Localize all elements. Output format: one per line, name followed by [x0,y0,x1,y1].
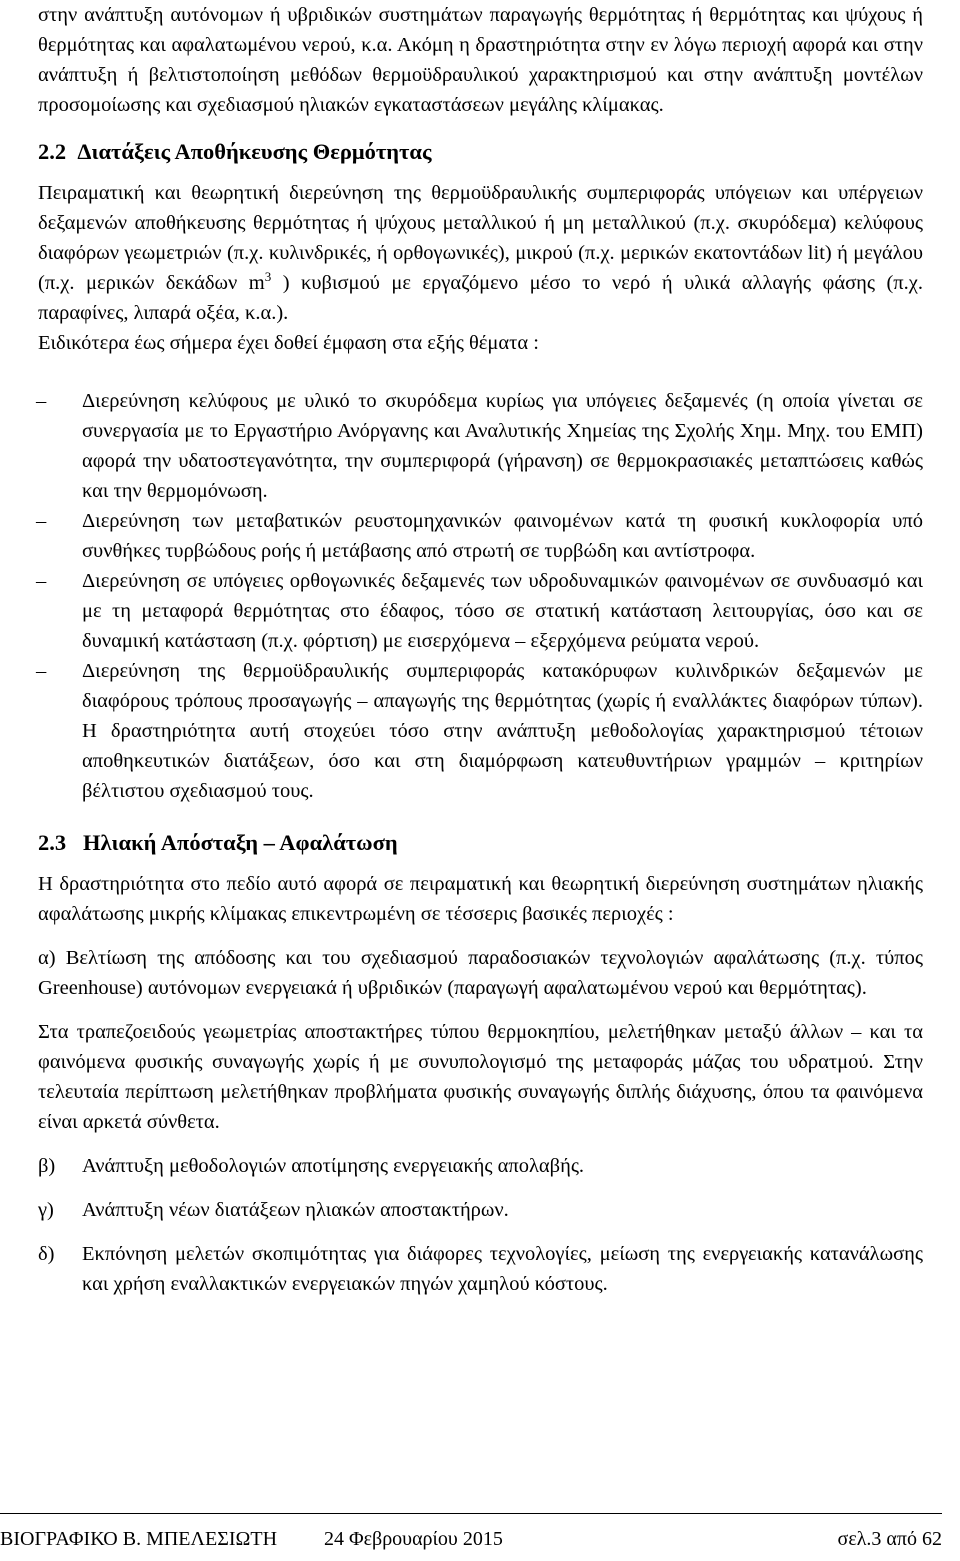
list-item-text: Διερεύνηση των μεταβατικών ρευστομηχανικών φαινομένων κατά τη φυσική κυκλοφορία υπό συνθήκες τυρβώδους ροής ή μετάβασης από στρωτή σε τυρβώδη και αντίστροφα. [82,510,923,562]
footer-page-number: σελ.3 από 62 [837,1528,942,1550]
document-page [38,0,923,1299]
list-item [38,506,923,566]
dash-marker: – [36,570,47,592]
item-a-text: Βελτίωση της απόδοσης και του σχεδιασμού παραδοσιακών τεχνολογιών αφαλάτωσης (π.χ. τύπος Greenhouse) αυτόνομων ενεργειακά ή υβριδικών (παραγωγή αφαλατωμένου νερού και θερμότητας). [38,947,923,999]
section-2-3-heading [38,828,923,858]
footer-document-title: ΒΙΟΓΡΑΦΙΚΟ Β. ΜΠΕΛΕΣΙΩΤΗ [0,1528,278,1550]
paragraph-text-before: Πειραματική και θεωρητική διερεύνηση της θερμοϋδραυλικής συμπεριφοράς υπόγειων και υπέργειων δεξαμενών αποθήκευσης θερμότητας ή ψύχους μεταλλικού ή μη μεταλλικού (π.χ. σκυρόδεμα) κελύφους διαφόρων γεωμετριών (π.χ. κυλινδρικές, ή ορθογωνικές), μικρού (π.χ. μερικών εκατοντάδων lit) ή μεγάλου (π.χ. μερικών δεκάδων m [38,182,923,294]
item-mark: γ) [38,1199,54,1221]
dash-marker: – [36,390,47,412]
section-2-2-paragraph [38,178,923,328]
superscript-3: 3 [264,269,272,285]
footer-date: 24 Φεβρουαρίου 2015 [324,1528,503,1550]
paragraph-text-after: ) κυβισμού με εργαζόμενο μέσο το νερό ή υλικά αλλαγής φάσης (π.χ. παραφίνες, λιπαρά οξέα, κ.α.). [38,272,923,324]
item-mark: δ) [38,1243,55,1265]
list-item-d [38,1239,923,1299]
section-2-3-number: 2.3 [38,830,67,855]
section-2-3-paragraph: Η δραστηριότητα στο πεδίο αυτό αφορά σε πειραματική και θεωρητική διερεύνηση συστημάτων ηλιακής αφαλάτωσης μικρής κλίμακας επικεντρωμένη σε τέσσερις βασικές περιοχές : [38,873,923,925]
dash-marker: – [36,510,47,532]
list-item [38,386,923,506]
stills-paragraph: Στα τραπεζοειδούς γεωμετρίας αποστακτήρες τύπου θερμοκηπίου, μελετήθηκαν μεταξύ άλλων – και τα φαινόμενα φυσικής συναγωγής χωρίς ή με συνυπολογισμό της μεταφοράς μάζας του υδρατμού. Στην τελευταία περίπτωση μελετήθηκαν προβλήματα φυσικής συναγωγής διπλής διάχυσης, όπου τα φαινόμενα είναι αρκετά σύνθετα. [38,1021,923,1133]
item-mark: β) [38,1155,56,1177]
item-text: Ανάπτυξη μεθοδολογιών αποτίμησης ενεργειακής απολαβής. [82,1155,585,1177]
section-2-2-lead: Ειδικότερα έως σήμερα έχει δοθεί έμφαση στα εξής θέματα : [38,332,539,354]
section-2-3-title: Ηλιακή Απόσταξη – Αφαλάτωση [83,830,398,855]
list-item [38,656,923,806]
list-item-text: Διερεύνηση σε υπόγειες ορθογωνικές δεξαμενές των υδροδυναμικών φαινομένων σε συνδυασμό και με τη μεταφορά θερμότητας στο έδαφος, τόσο σε στατική κατάσταση λειτουργίας, όσο και σε δυναμική κατάσταση (π.χ. φόρτιση) με εισερχόμενα – εξερχόμενα ρεύματα νερού. [82,570,923,652]
list-item-b [38,1151,923,1181]
section-2-2-title: Διατάξεις Αποθήκευσης Θερμότητας [77,139,432,164]
list-item [38,566,923,656]
section-2-2-heading [38,137,923,167]
topics-list [38,386,923,806]
item-text: Ανάπτυξη νέων διατάξεων ηλιακών αποστακτήρων. [82,1199,509,1221]
list-item-text: Διερεύνηση της θερμοϋδραυλικής συμπεριφοράς κατακόρυφων κυλινδρικών δεξαμενών με διαφόρους τρόπους προσαγωγής – απαγωγής της θερμότητας (χωρίς ή εναλλάκτες διαφόρων τύπων). Η δραστηριότητα αυτή στοχεύει τόσο στην ανάπτυξη μεθοδολογίας χαρακτηρισμού τέτοιων αποθηκευτικών διατάξεων, όσο και στη διαμόρφωση κατευθυντήριων γραμμών – κριτηρίων βέλτιστου σχεδιασμού τους. [82,660,923,802]
intro-paragraph: στην ανάπτυξη αυτόνομων ή υβριδικών συστημάτων παραγωγής θερμότητας ή θερμότητας και ψύχους ή θερμότητας και αφαλατωμένου νερού, κ.α. Ακόμη η δραστηριότητα στην εν λόγω περιοχή αφορά και στην ανάπτυξη ή βελτιστοποίηση μεθόδων θερμοϋδραυλικού χαρακτηρισμού και στην ανάπτυξη μοντέλων προσομοίωσης και σχεδιασμού ηλιακών εγκαταστάσεων μεγάλης κλίμακας. [38,4,923,116]
section-2-2-number: 2.2 [38,139,67,164]
footer-divider [0,1513,942,1514]
item-text: Εκπόνηση μελετών σκοπιμότητας για διάφορες τεχνολογίες, μείωση της ενεργειακής κατανάλωσης και χρήση εναλλακτικών ενεργειακών πηγών χαμηλού κόστους. [82,1243,923,1295]
dash-marker: – [36,660,47,682]
list-item-text: Διερεύνηση κελύφους με υλικό το σκυρόδεμα κυρίως για υπόγειες δεξαμενές (η οποία γίνεται σε συνεργασία με το Εργαστήριο Ανόργανης και Αναλυτικής Χημείας της Σχολής Χημ. Μηχ. του ΕΜΠ) αφορά την υδατοστεγανότητα, την συμπεριφορά (γήρανση) σε θερμοκρασιακές μεταπτώσεις καθώς και την θερμομόνωση. [82,390,923,502]
item-a-mark: α) [38,947,56,969]
list-item-c [38,1195,923,1225]
item-a [38,943,923,1003]
